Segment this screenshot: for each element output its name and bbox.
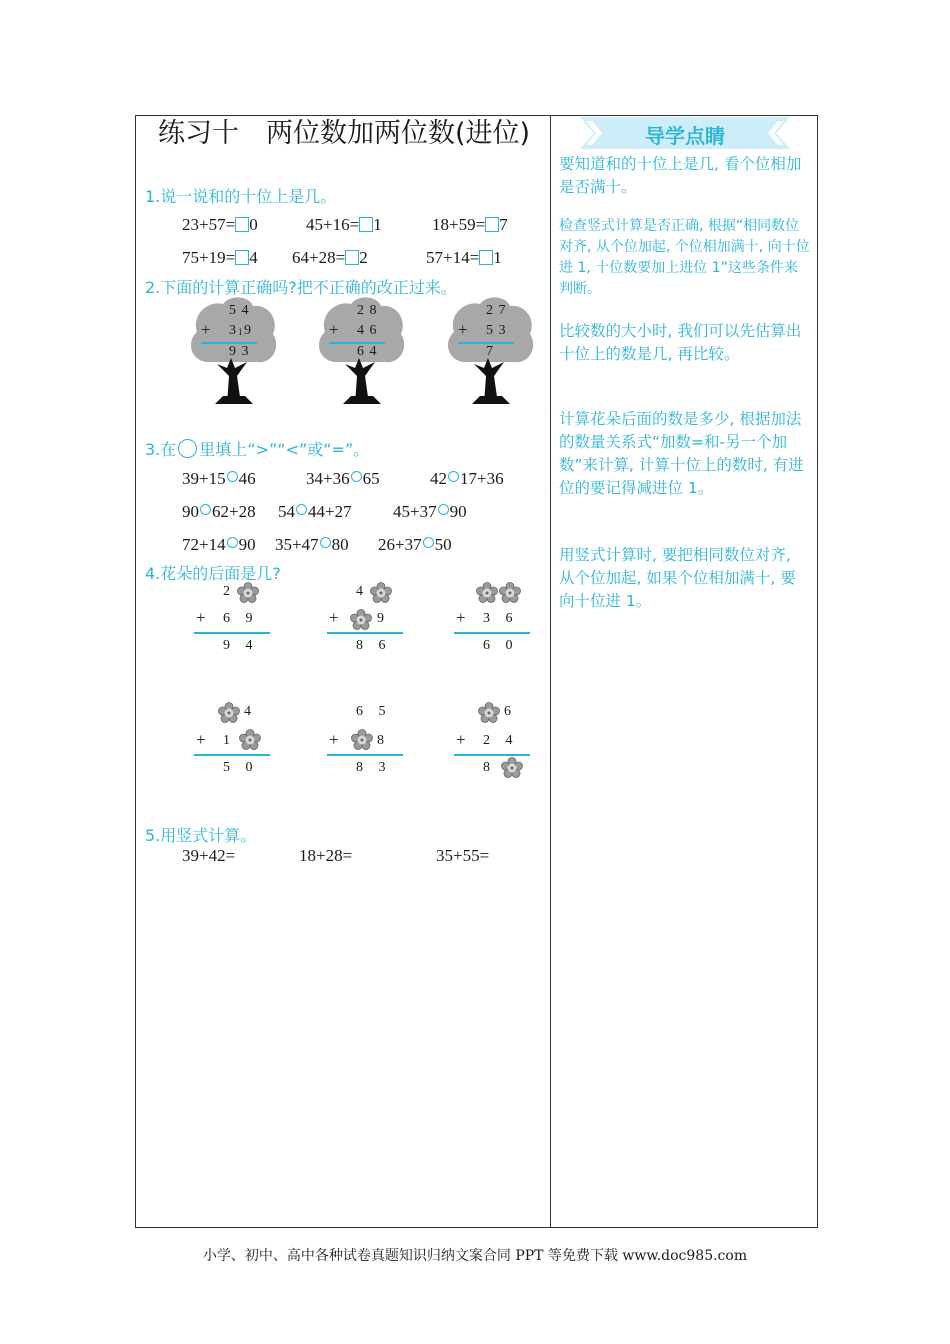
flower-problem (325, 702, 415, 782)
addend-second: 1 (223, 733, 230, 748)
compare-item: 54 44+27 (278, 502, 352, 521)
compare-item: 45+37 90 (393, 502, 467, 521)
compare-circle[interactable] (351, 471, 362, 482)
column-divider (550, 115, 551, 1228)
compare-circle[interactable] (227, 471, 238, 482)
compare-circle[interactable] (448, 471, 459, 482)
tip-4: 计算花朵后面的数是多少, 根据加法的数量关系式“加数=和-另一个加数”来计算, 计算十位上的数时, 有进位的要记得减进位 1。 (559, 410, 804, 497)
flower-icon (476, 582, 498, 604)
addend-top: 2 8 (357, 303, 378, 318)
addend-second: 5 3 (486, 323, 507, 338)
flower-problem (452, 702, 542, 782)
tree-problem (187, 292, 279, 404)
flower-icon (370, 582, 392, 604)
answer-box[interactable] (345, 250, 359, 265)
plus-sign: + (196, 608, 206, 627)
banner-title: 导学点睛 (645, 124, 725, 148)
vertical-calc-item: 39+42= (182, 846, 236, 865)
tip-3: 比较数的大小时, 我们可以先估算出十位上的数是几, 再比较。 (559, 322, 802, 363)
flower-icon (218, 702, 240, 724)
q5-heading: 5.用竖式计算。 (145, 826, 257, 845)
sum-result: 9 4 (223, 638, 259, 653)
compare-circle[interactable] (200, 504, 211, 515)
flower-icon (351, 729, 373, 751)
q2-heading: 2.下面的计算正确吗?把不正确的改正过来。 (145, 278, 457, 297)
flower-icon (478, 702, 500, 724)
sum-result: 8 3 (356, 760, 392, 775)
sum-result: 9 3 (229, 344, 250, 359)
plus-sign: + (196, 730, 206, 749)
addend-second-ones: 9 (244, 323, 251, 338)
circle-icon (178, 439, 197, 458)
flower-problem (192, 702, 282, 782)
addend-second: 9 (377, 611, 384, 626)
addend-top: 4 (356, 584, 363, 599)
compare-item: 42 17+36 (430, 469, 504, 488)
plus-sign: + (456, 730, 466, 749)
sum-result: 5 0 (223, 760, 259, 775)
compare-circle[interactable] (320, 537, 331, 548)
addend-top: 5 4 (229, 303, 250, 318)
sum-line (194, 632, 270, 634)
compare-circle[interactable] (423, 537, 434, 548)
addend-second: 3 (229, 323, 236, 338)
compare-item: 39+15 46 (182, 469, 256, 488)
flower-icon (350, 609, 372, 631)
tree-problem (444, 292, 536, 404)
sum-result: 6 0 (483, 638, 519, 653)
q1-item: 75+19= 4 (182, 248, 258, 267)
q1-heading: 1.说一说和的十位上是几。 (145, 187, 337, 206)
answer-box[interactable] (485, 217, 499, 232)
compare-item: 26+37 50 (378, 535, 452, 554)
sum-line (194, 754, 270, 756)
tip-5: 用竖式计算时, 要把相同数位对齐, 从个位加起, 如果个位相加满十, 要向十位进 1。 (559, 546, 796, 610)
plus-sign: + (458, 320, 468, 339)
sum-line (327, 754, 403, 756)
compare-item: 90 62+28 (182, 502, 256, 521)
sum-result: 6 4 (357, 344, 378, 359)
sum-line (454, 754, 530, 756)
flower-icon (499, 582, 521, 604)
vertical-calc-item: 18+28= (299, 846, 353, 865)
compare-item: 72+14 90 (182, 535, 256, 554)
addend-second: 4 6 (357, 323, 378, 338)
compare-circle[interactable] (438, 504, 449, 515)
addend-top: 2 (223, 584, 230, 599)
q1-item: 23+57= 0 (182, 215, 258, 234)
flower-problem (325, 582, 415, 662)
addend-second: 6 9 (223, 611, 259, 626)
tip-1: 要知道和的十位上是几, 看个位相加是否满十。 (559, 155, 802, 196)
plus-sign: + (329, 730, 339, 749)
addend-second: 8 (377, 733, 384, 748)
compare-item: 35+47 80 (275, 535, 349, 554)
addend-second: 3 6 (483, 611, 519, 626)
addend-top: 6 (504, 704, 511, 719)
tree-problem (315, 292, 407, 404)
plus-sign: + (201, 320, 211, 339)
answer-box[interactable] (479, 250, 493, 265)
q1-item: 45+16= 1 (306, 215, 382, 234)
answer-box[interactable] (235, 250, 249, 265)
flower-problem (192, 582, 282, 662)
sum-result: 7 (486, 344, 493, 359)
q1-item: 18+59= 7 (432, 215, 508, 234)
addend-top: 2 7 (486, 303, 507, 318)
vertical-calc-item: 35+55= (436, 846, 490, 865)
sum-result: 8 6 (356, 638, 392, 653)
guide-banner (580, 117, 790, 149)
compare-item: 34+36 65 (306, 469, 380, 488)
addend-second: 2 4 (483, 733, 519, 748)
plus-sign: + (329, 608, 339, 627)
compare-circle[interactable] (296, 504, 307, 515)
answer-box[interactable] (359, 217, 373, 232)
flower-icon (239, 729, 261, 751)
q4-heading: 4.花朵的后面是几? (145, 564, 281, 583)
page-title: 练习十 两位数加两位数(进位) (157, 118, 531, 149)
flower-icon (237, 582, 259, 604)
compare-circle[interactable] (227, 537, 238, 548)
footer-text: 小学、初中、高中各种试卷真题知识归纳文案合同 PPT 等免费下载 www.doc985.com (202, 1248, 748, 1264)
carry-digit: 1 (238, 327, 243, 337)
q1-item: 64+28= 2 (292, 248, 368, 267)
flower-problem (452, 582, 542, 662)
sum-line (327, 632, 403, 634)
answer-box[interactable] (235, 217, 249, 232)
q3-heading: 3.在 里填上“>”“<”或“=”。 (145, 440, 370, 459)
tip-2: 检查竖式计算是否正确, 根据“相同数位对齐, 从个位加起, 个位相加满十, 向十位进 1, 十位数要加上进位 1”这些条件来判断。 (559, 218, 810, 297)
q1-item: 57+14= 1 (426, 248, 502, 267)
plus-sign: + (329, 320, 339, 339)
addend-top: 4 (244, 704, 251, 719)
plus-sign: + (456, 608, 466, 627)
sum-line (454, 632, 530, 634)
flower-icon (501, 757, 523, 779)
sum-result: 8 (483, 760, 490, 775)
addend-top: 6 5 (356, 704, 392, 719)
